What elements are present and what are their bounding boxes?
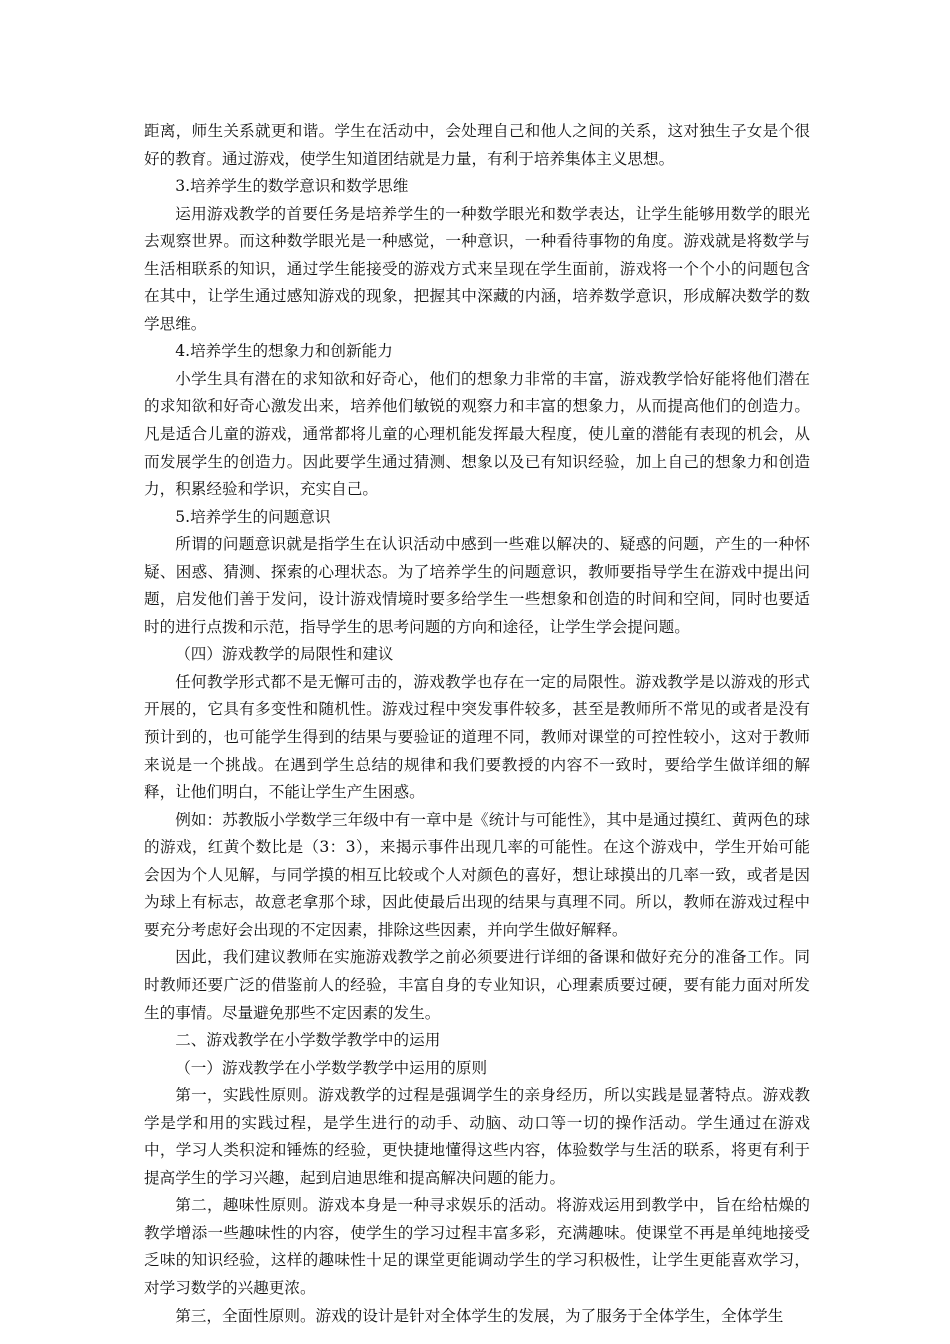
paragraph-example: 例如：苏教版小学数学三年级中有一章中是《统计与可能性》，其中是通过摸红、黄两色的球的游戏，红黄个数比是（3：3），来揭示事件出现几率的可能性。在这个游戏中，学生开始可能会因为个人见解，与同学摸的相互比较或个人对颜色的喜好，想让球摸出的几率一致，或者是因为球上有标志，故意老拿那个球，因此使最后出现的结果与真理不同。所以，教师在游戏过程中要充分考虑好会出现的不定因素，排除这些因素，并向学生做好解释。 — [144, 810, 810, 939]
paragraph-problem-awareness: 所谓的问题意识就是指学生在认识活动中感到一些难以解决的、疑惑的问题，产生的一种怀疑、困惑、猜测、探索的心理状态。为了培养学生的问题意识，教师要指导学生在游戏中提出问题，启发他们善于发问，设计游戏情境时要多给学生一些想象和创造的时间和空间，同时也要适时的进行点拨和示范，指导学生的思考问题的方向和途径，让学生学会提问题。 — [144, 535, 810, 636]
paragraph-principle-practice: 第一，实践性原则。游戏教学的过程是强调学生的亲身经历，所以实践是显著特点。游戏教学是学和用的实践过程，是学生进行的动手、动脑、动口等一切的操作活动。学生通过在游戏中，学习人类积淀和锤炼的经验，更快捷地懂得这些内容，体验数学与生活的联系，将更有利于提高学生的学习兴趣，起到启迪思维和提高解决问题的能力。 — [144, 1086, 810, 1187]
paragraph-suggestion: 因此，我们建议教师在实施游戏教学之前必须要进行详细的备课和做好充分的准备工作。同时教师还要广泛的借鉴前人的经验，丰富自身的专业知识，心理素质要过硬，要有能力面对所发生的事情。尽量避免那些不定因素的发生。 — [144, 948, 810, 1022]
chapter-heading-2: 二、游戏教学在小学数学教学中的运用 — [175, 1031, 441, 1050]
section-heading-3: 3.培养学生的数学意识和数学思维 — [175, 177, 409, 196]
document-page — [144, 118, 810, 1330]
section-heading-5: 5.培养学生的问题意识 — [175, 507, 331, 526]
section-heading-4: 4.培养学生的想象力和创新能力 — [175, 342, 393, 361]
paragraph-principle-interest: 第二，趣味性原则。游戏本身是一种寻求娱乐的活动。将游戏运用到教学中，旨在给枯燥的教学增添一些趣味性的内容，使学生的学习过程丰富多彩，充满趣味。使课堂不再是单纯地接受乏味的知识经验，这样的趣味性十足的课堂更能调动学生的学习积极性，让学生更能喜欢学习，对学习数学的兴趣更浓。 — [144, 1196, 810, 1297]
section-heading-principles: （一）游戏教学在小学数学教学中运用的原则 — [175, 1058, 488, 1077]
paragraph-1: 距离，师生关系就更和谐。学生在活动中，会处理自己和他人之间的关系，这对独生子女是个很好的教育。通过游戏，使学生知道团结就是力量，有利于培养集体主义思想。 — [144, 122, 810, 168]
paragraph-limitations: 任何教学形式都不是无懈可击的，游戏教学也存在一定的局限性。游戏教学是以游戏的形式开展的，它具有多变性和随机性。游戏过程中突发事件较多，甚至是教师所不常见的或者是没有预计到的，也可能学生得到的结果与要验证的道理不同，教师对课堂的可控性较小，这对于教师来说是一个挑战。在遇到学生总结的规律和我们要教授的内容不一致时，要给学生做详细的解释，让他们明白，不能让学生产生困惑。 — [144, 672, 810, 802]
section-heading-limitations: （四）游戏教学的局限性和建议 — [175, 645, 394, 664]
paragraph-math-awareness: 运用游戏教学的首要任务是培养学生的一种数学眼光和数学表达，让学生能够用数学的眼光去观察世界。而这种数学眼光是一种感觉，一种意识，一种看待事物的角度。游戏就是将数学与生活相联系的知识，通过学生能接受的游戏方式来呈现在学生面前，游戏将一个个小的问题包含在其中，让学生通过感知游戏的现象，把握其中深藏的内涵，培养数学意识，形成解决数学的数学思维。 — [144, 204, 810, 333]
paragraph-imagination: 小学生具有潜在的求知欲和好奇心，他们的想象力非常的丰富，游戏教学恰好能将他们潜在的求知欲和好奇心激发出来，培养他们敏锐的观察力和丰富的想象力，从而提高他们的创造力。凡是适合儿童的游戏，通常都将儿童的心理机能发挥最大程度，使儿童的潜能有表现的机会，从而发展学生的创造力。因此要学生通过猜测、想象以及已有知识经验，加上自己的想象力和创造力，积累经验和学识，充实自己。 — [144, 369, 810, 499]
paragraph-principle-comprehensive: 第三，全面性原则。游戏的设计是针对全体学生的发展，为了服务于全体学生，全体学生 — [175, 1306, 784, 1325]
